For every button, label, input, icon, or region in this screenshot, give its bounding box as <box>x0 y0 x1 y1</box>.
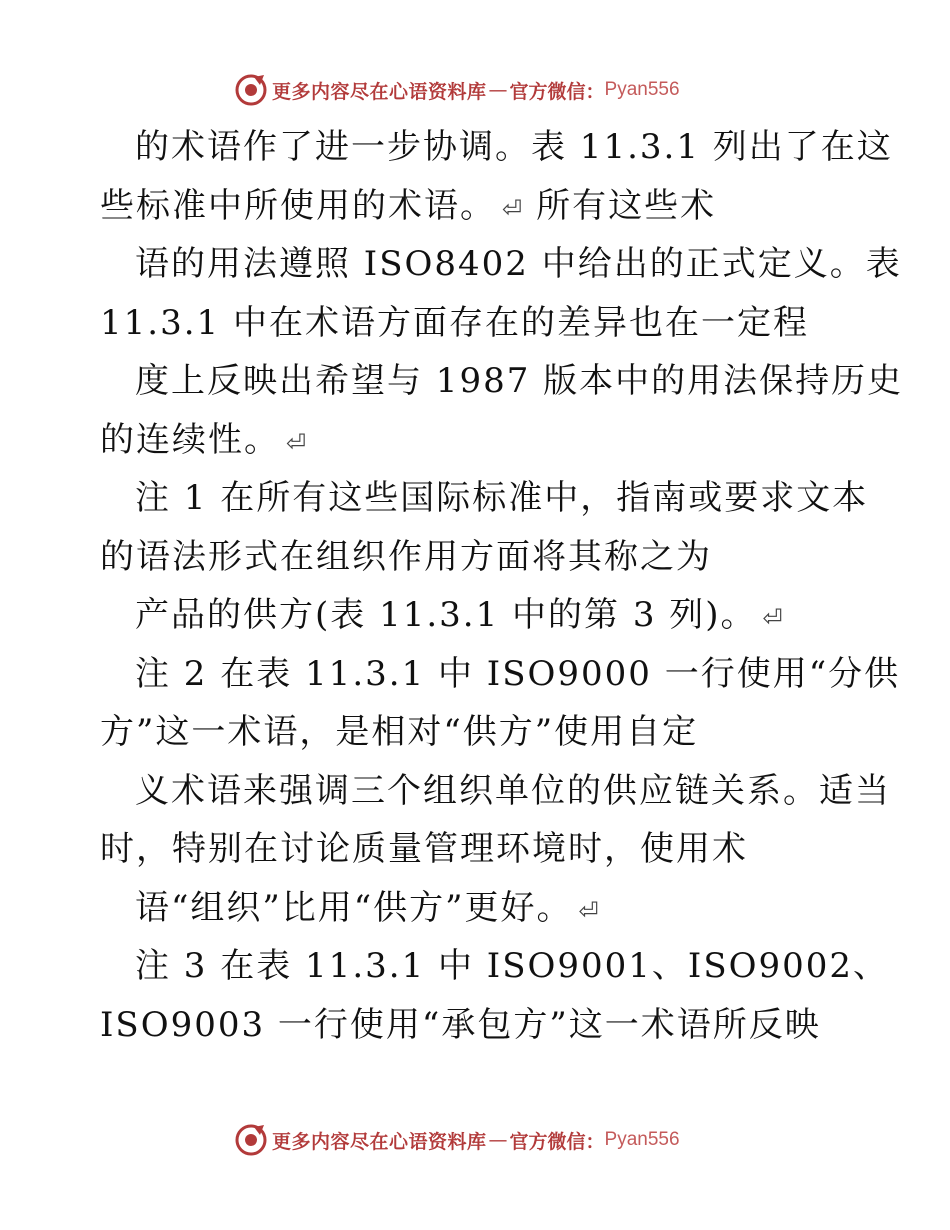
text-line <box>135 235 902 293</box>
watermark-account: Pyan556 <box>604 79 680 100</box>
footer-watermark <box>234 1122 680 1158</box>
watermark-separator: — <box>488 79 508 101</box>
line-text: 些标准中所使用的术语。 <box>100 185 496 226</box>
paragraph-mark-icon: ⏎ <box>762 604 785 632</box>
watermark-brand: 更多内容尽在心语资料库 <box>272 1130 487 1153</box>
line-text: 注 1 在所有这些国际标准中，指南或要求文本 <box>135 478 869 518</box>
paragraph-mark-icon: ⏎ <box>502 194 525 223</box>
text-line <box>135 762 891 820</box>
watermark-brand: 更多内容尽在心语资料库 <box>272 80 487 103</box>
line-text: 语的用法遵照 ISO8402 中给出的正式定义。表 <box>135 244 902 284</box>
text-line <box>135 352 903 410</box>
watermark-account: Pyan556 <box>604 1129 680 1150</box>
brand-logo-icon <box>234 73 268 107</box>
line-text: 度上反映出希望与 1987 版本中的用法保持历史 <box>135 361 904 401</box>
paragraph-mark-icon: ⏎ <box>578 896 601 925</box>
line-text: 语“组织”比用“供方”更好。 <box>135 887 573 928</box>
line-text: 的语法形式在组织作用方面将其称之为 <box>100 536 712 577</box>
text-line <box>135 586 785 644</box>
line-text: 的连续性。 <box>100 419 280 460</box>
text-line <box>135 118 893 176</box>
line-text: ISO9003 一行使用“承包方”这一术语所反映 <box>100 1004 821 1045</box>
header-watermark <box>234 72 680 108</box>
line-text: 产品的供方(表 11.3.1 中的第 3 列)。 <box>135 595 757 635</box>
paragraph-mark-icon: ⏎ <box>286 428 309 457</box>
text-line <box>100 294 809 352</box>
line-text: 的术语作了进一步协调。表 11.3.1 列出了在这 <box>135 127 893 167</box>
text-line <box>135 937 889 995</box>
text-line <box>100 820 748 878</box>
text-line <box>100 703 698 761</box>
line-text: 注 2 在表 11.3.1 中 ISO9000 一行使用“分供 <box>135 653 901 694</box>
text-line <box>100 177 716 235</box>
text-line <box>100 996 821 1054</box>
text-line <box>100 528 712 586</box>
text-line <box>100 411 308 469</box>
watermark-official: 官方微信： <box>509 80 605 103</box>
line-text: 时，特别在讨论质量管理环境时，使用术 <box>100 829 748 869</box>
brand-logo-icon <box>234 1123 268 1157</box>
line-text: 注 3 在表 11.3.1 中 ISO9001、ISO9002、 <box>135 946 890 986</box>
text-line <box>135 645 900 703</box>
text-line <box>135 879 601 937</box>
line-text: 11.3.1 中在术语方面存在的差异也在一定程 <box>100 302 809 343</box>
line-text: 义术语来强调三个组织单位的供应链关系。适当 <box>135 770 891 811</box>
line-text: 方”这一术语，是相对“供方”使用自定 <box>100 712 699 752</box>
line-text-after: 所有这些术 <box>536 185 717 226</box>
text-line <box>135 469 868 527</box>
watermark-official: 官方微信： <box>509 1130 605 1153</box>
watermark-separator: — <box>488 1129 508 1151</box>
